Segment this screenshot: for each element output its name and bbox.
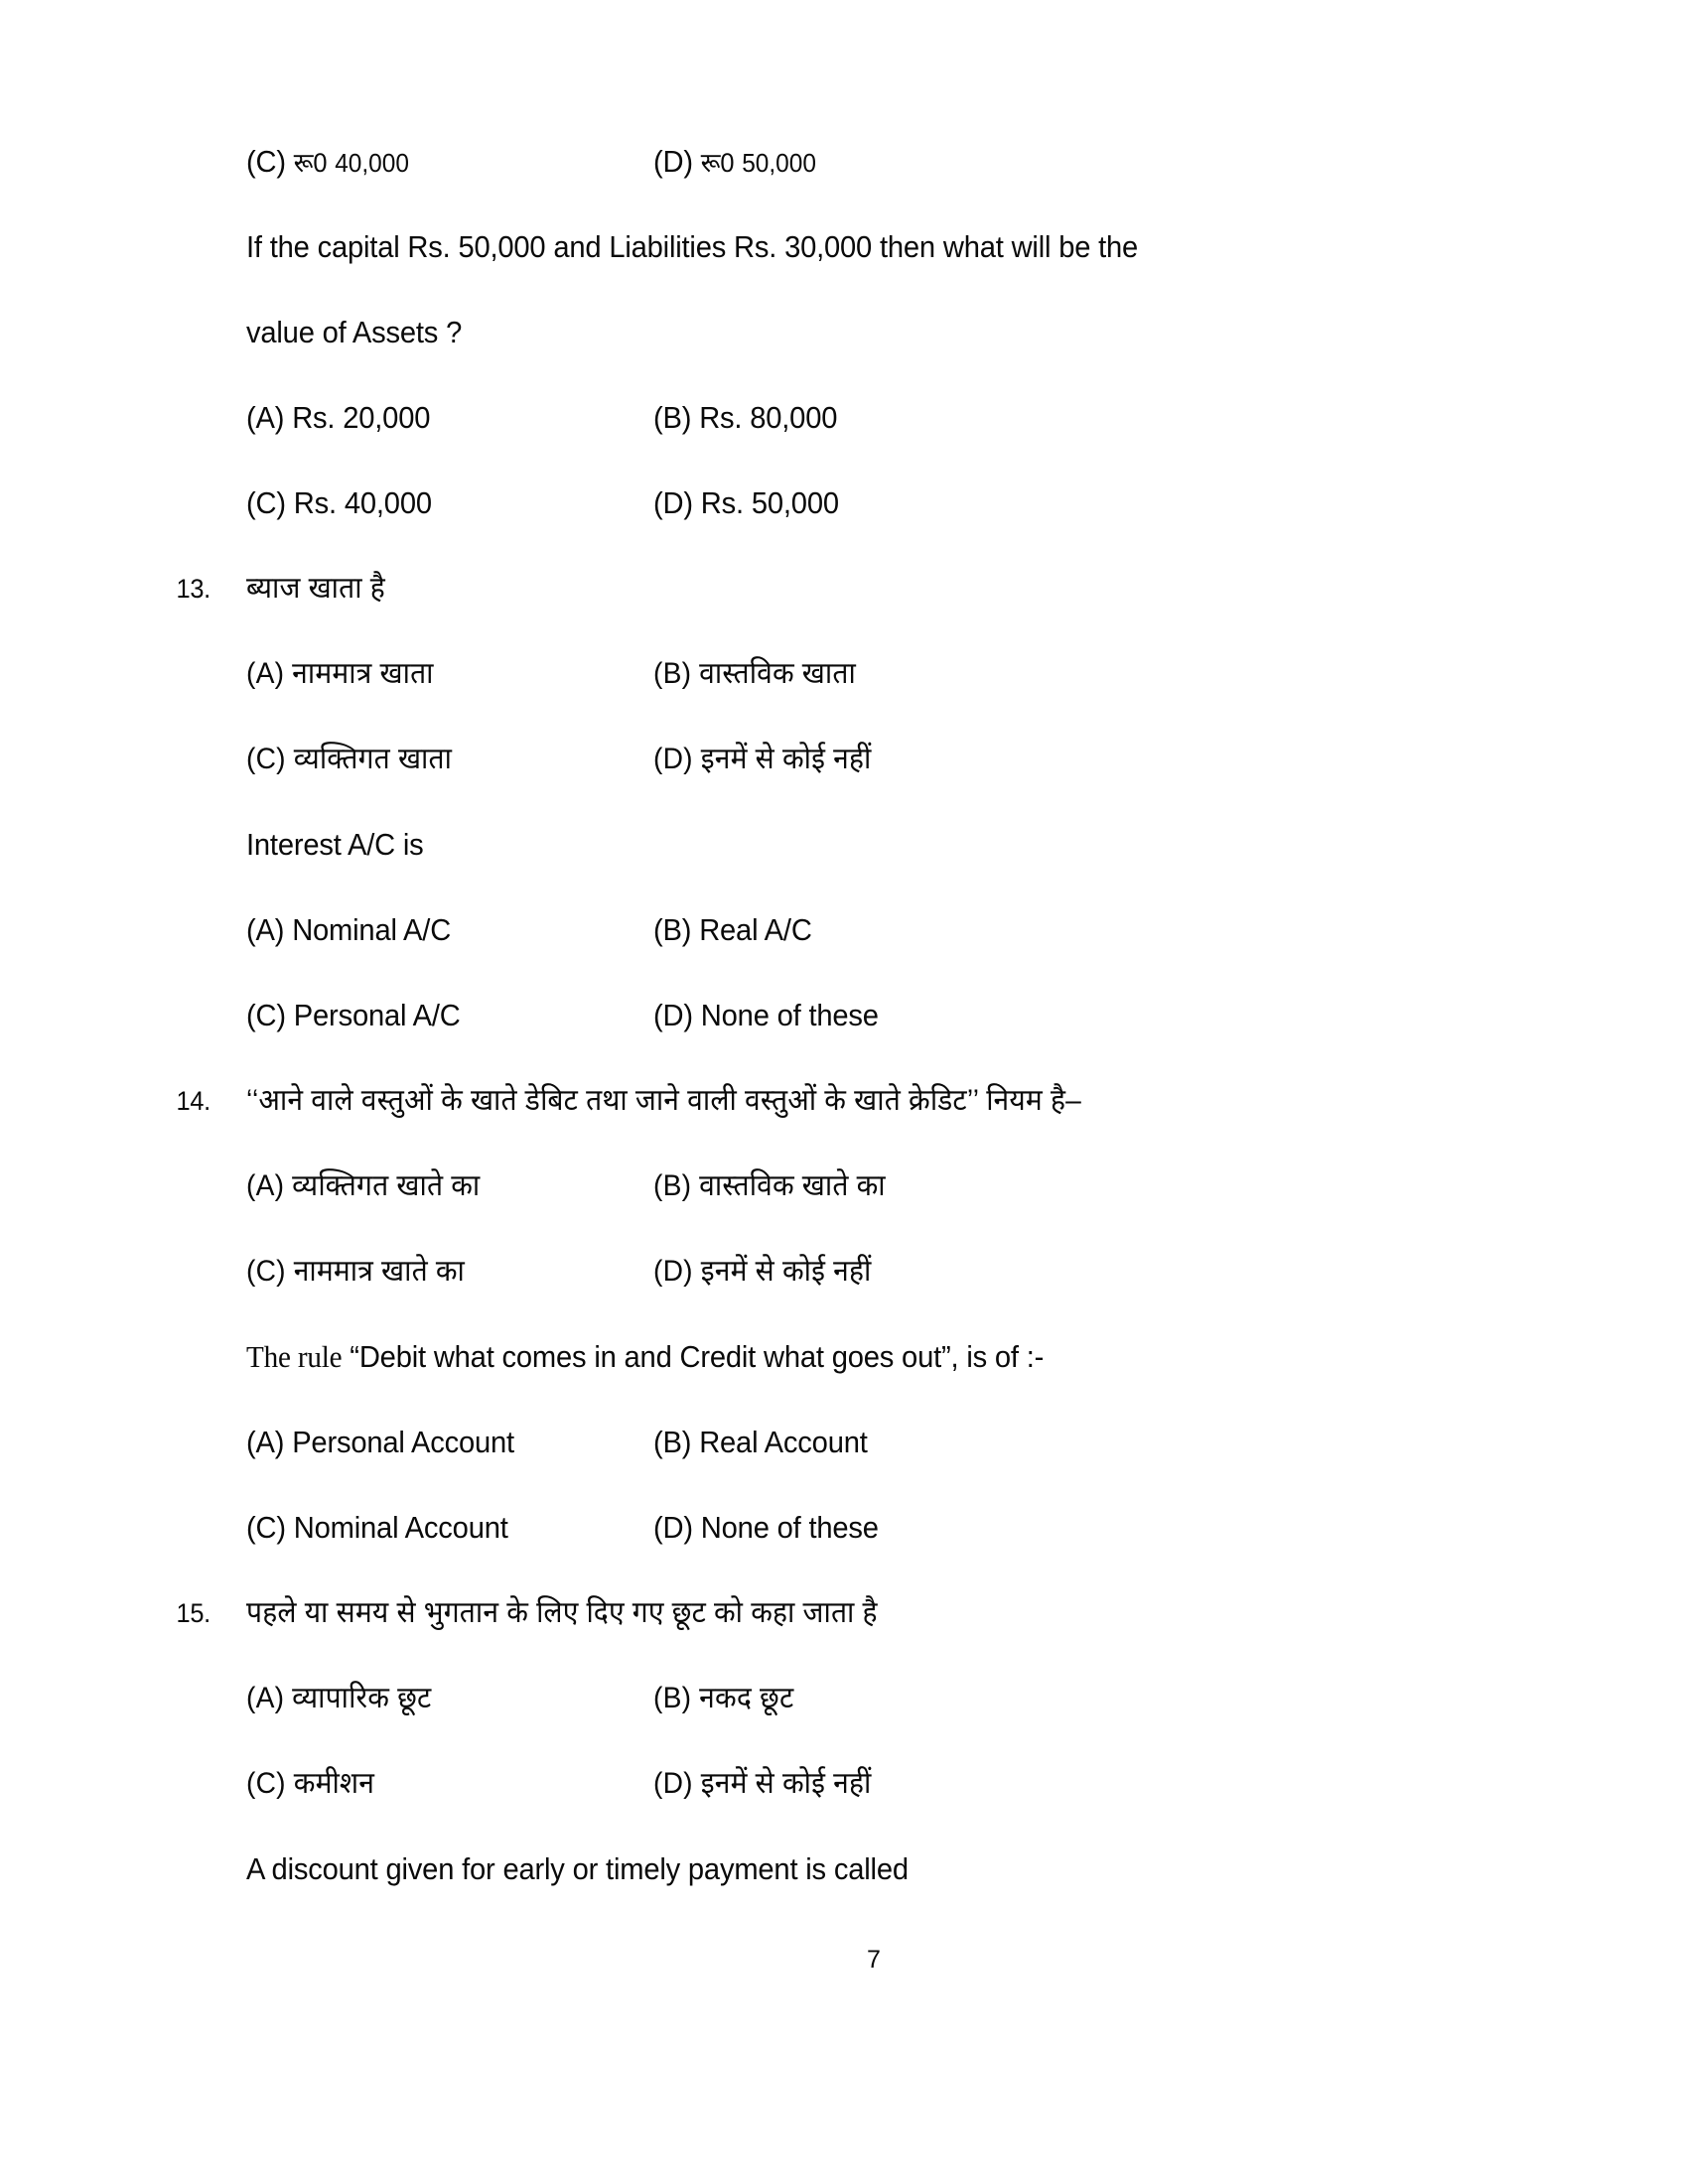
option-row-14-hi-cd: [246, 1229, 1477, 1314]
option-d-amount: 50,000: [742, 147, 816, 178]
option-c-15-hindi[interactable]: (C) कमीशन: [246, 1767, 375, 1800]
option-d-13-english[interactable]: (D) None of these: [653, 998, 879, 1032]
question-13-number: 13.: [176, 574, 211, 604]
option-row-15-hi-ab: [246, 1656, 1477, 1741]
question-block-15: [176, 1570, 1477, 1912]
option-b-12-english[interactable]: (B) Rs. 80,000: [653, 400, 838, 435]
option-row-13-en-ab: [246, 887, 1477, 973]
option-row-14-hi-ab: [246, 1144, 1477, 1229]
option-row-13-hi-cd: [246, 717, 1477, 802]
option-row-13-en-cd: [246, 973, 1477, 1058]
option-a-13-hindi[interactable]: (A) नाममात्र खाता: [246, 657, 434, 690]
question-12-english-stem-line-1: If the capital Rs. 50,000 and Liabilities Rs. 30,000 then what will be the: [246, 229, 1139, 264]
option-c-label: (C): [246, 143, 286, 179]
question-block-13: [176, 546, 1477, 1058]
page-number: 7: [867, 1946, 881, 1974]
option-c-amount: 40,000: [335, 147, 409, 178]
rupee-symbol-c: रू0: [293, 147, 328, 178]
option-c-13-hindi[interactable]: (C) व्यक्तिगत खाता: [246, 743, 453, 775]
question-14-english-stem-rest: “Debit what comes in and Credit what goes out”, is of :-: [342, 1339, 1045, 1374]
option-b-14-english[interactable]: (B) Real Account: [653, 1425, 868, 1459]
option-a-13-english[interactable]: (A) Nominal A/C: [246, 912, 452, 947]
question-content-column: [176, 119, 1477, 1912]
question-block-12-continued: [246, 119, 1477, 546]
option-b-13-hindi[interactable]: (B) वास्तविक खाता: [653, 657, 856, 690]
option-c-14-english[interactable]: (C) Nominal Account: [246, 1510, 508, 1545]
question-15-number: 15.: [176, 1598, 211, 1628]
question-15-hindi-stem-text: पहले या समय से भुगतान के लिए दिए गए छूट को कहा जाता है: [246, 1596, 878, 1629]
option-d-label: (D): [653, 143, 693, 179]
option-a-15-hindi[interactable]: (A) व्यापारिक छूट: [246, 1682, 432, 1714]
option-row-14-en-ab: [246, 1400, 1477, 1485]
question-15-hindi-stem: [176, 1570, 1404, 1656]
option-c-14-hindi[interactable]: (C) नाममात्र खाते का: [246, 1255, 466, 1288]
option-d-14-hindi[interactable]: (D) इनमें से कोई नहीं: [653, 1255, 872, 1288]
rupee-symbol-d: रू0: [700, 147, 735, 178]
question-14-english-stem-lead: The rule: [246, 1339, 343, 1374]
option-b-13-english[interactable]: (B) Real A/C: [653, 912, 812, 947]
option-b-15-hindi[interactable]: (B) नकद छूट: [653, 1682, 794, 1714]
option-row-12-en-cd: [246, 461, 1477, 546]
question-14-hindi-stem: [176, 1058, 1404, 1144]
option-row-13-hi-ab: [246, 631, 1477, 717]
option-a-14-hindi[interactable]: (A) व्यक्तिगत खाते का: [246, 1169, 481, 1202]
option-d-13-hindi[interactable]: (D) इनमें से कोई नहीं: [653, 743, 872, 775]
option-a-14-english[interactable]: (A) Personal Account: [246, 1425, 514, 1459]
option-d-12-english[interactable]: (D) Rs. 50,000: [653, 485, 839, 520]
question-13-english-stem: Interest A/C is: [246, 827, 424, 862]
option-row-12-en-ab: [246, 375, 1477, 461]
question-block-14: [176, 1058, 1477, 1570]
option-c-12-english[interactable]: (C) Rs. 40,000: [246, 485, 432, 520]
question-13-hindi-stem-text: ब्याज खाता है: [246, 572, 385, 605]
option-d-rupee[interactable]: [653, 119, 1428, 205]
option-c-rupee[interactable]: [246, 119, 629, 205]
question-13-hindi-stem: [176, 546, 1404, 631]
option-d-15-hindi[interactable]: (D) इनमें से कोई नहीं: [653, 1767, 872, 1800]
question-14-number: 14.: [176, 1086, 211, 1116]
option-row-15-hi-cd: [246, 1741, 1477, 1827]
question-14-hindi-stem-text: ‘‘आने वाले वस्तुओं के खाते डेबिट तथा जाने वाली वस्तुओं के खाते क्रेडिट’’ नियम है–: [246, 1084, 1082, 1117]
question-12-english-stem-line-2: value of Assets ?: [246, 315, 463, 349]
option-d-14-english[interactable]: (D) None of these: [653, 1510, 879, 1545]
option-row-rupee: [246, 119, 1477, 205]
question-15-english-stem: A discount given for early or timely payment is called: [246, 1851, 909, 1886]
option-row-14-en-cd: [246, 1485, 1477, 1570]
question-14-english-stem: [246, 1314, 1404, 1400]
option-b-14-hindi[interactable]: (B) वास्तविक खाते का: [653, 1169, 886, 1202]
option-a-12-english[interactable]: (A) Rs. 20,000: [246, 400, 431, 435]
option-c-13-english[interactable]: (C) Personal A/C: [246, 998, 461, 1032]
